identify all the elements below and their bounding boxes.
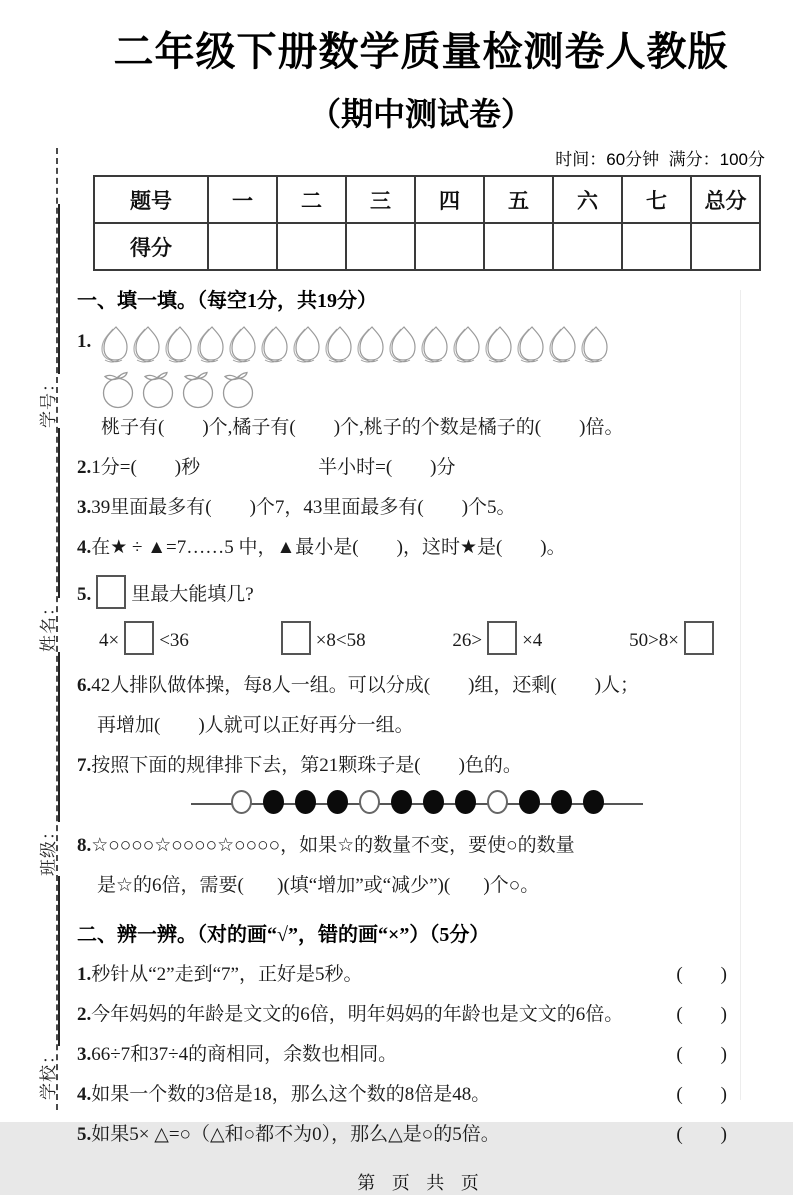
tf-item-5-number: 5.: [77, 1124, 92, 1145]
section1-heading: 一、填一填。（每空1分，共19分）: [77, 290, 377, 312]
question-6-line2: 再增加( )人就可以正好再分一组。: [97, 715, 414, 736]
question-1-body: [99, 323, 623, 440]
peach-icon: [163, 323, 195, 365]
white-bead: [359, 790, 380, 814]
peach-icon: [451, 323, 483, 365]
peach-icon: [131, 323, 163, 365]
score-cell: [484, 223, 553, 270]
tf-item-4-statement: 如果一个数的3倍是18，那么这个数的8倍是48。: [91, 1084, 491, 1105]
expression-1-post: <36: [159, 630, 189, 651]
sidebar-field-student-id: [34, 204, 60, 428]
tf-item-3: [77, 1042, 727, 1067]
class-blank-line: [44, 652, 60, 822]
name-blank-line: [44, 428, 60, 598]
peach-icon: [579, 323, 611, 365]
question-7-text: 按照下面的规律排下去，第21颗珠子是( )色的。: [91, 755, 522, 776]
peach-icon: [323, 323, 355, 365]
tf-item-2-number: 2.: [77, 1004, 92, 1025]
question-6: [77, 673, 767, 698]
peach-icon: [547, 323, 579, 365]
student-id-blank-line: [44, 204, 60, 374]
tf-item-3-text: [77, 1042, 397, 1067]
score-cell: [691, 223, 760, 270]
bead-pattern: [221, 790, 613, 818]
header-cell-5: 五: [484, 176, 553, 223]
main-content: [75, 0, 767, 1195]
tf-item-4-answer-blank: ( ): [676, 1084, 727, 1105]
score-cell: [415, 223, 484, 270]
page-subtitle: （期中测试卷）: [308, 96, 533, 132]
black-bead: [455, 790, 476, 814]
student-info-sidebar: [16, 150, 60, 1100]
header-cell-7: 七: [622, 176, 691, 223]
peach-icon: [99, 323, 131, 365]
question-1-answer-line: 桃子有( )个,橘子有( )个,桃子的个数是橘子的( )倍。: [101, 417, 624, 438]
fill-in-box: [684, 621, 714, 655]
black-bead: [583, 790, 604, 814]
tf-item-3-statement: 66÷7和37÷4的商相同，余数也相同。: [91, 1044, 398, 1065]
expression-3-pre: 26>: [452, 630, 483, 651]
tf-item-1-answer-blank: ( ): [676, 964, 727, 985]
page-footer: 第 页 共 页: [357, 1173, 485, 1193]
score-row-label: 得分: [94, 223, 208, 270]
question-6-number: 6.: [77, 675, 92, 696]
orange-row: [99, 367, 623, 411]
section2-heading: 二、辨一辨。（对的画“√”，错的画“×”）（5分）: [77, 924, 490, 946]
score-cell: [622, 223, 691, 270]
question-8-line1: ☆○○○○☆○○○○☆○○○○，如果☆的数量不变，要使○的数量: [91, 835, 575, 856]
question-5-number: 5.: [77, 584, 92, 605]
tf-item-3-number: 3.: [77, 1044, 92, 1065]
peach-icon: [483, 323, 515, 365]
tf-item-4-text: [77, 1082, 490, 1107]
sidebar-field-class: [34, 652, 60, 876]
tf-item-1-text: [77, 962, 362, 987]
question-4-number: 4.: [77, 537, 92, 558]
peach-icon: [387, 323, 419, 365]
expression-4-pre: 50>8×: [629, 630, 679, 651]
school-label: 学校：: [39, 1046, 58, 1100]
orange-icon: [179, 367, 219, 411]
question-1: [77, 323, 767, 440]
orange-icon: [219, 367, 259, 411]
header-cell-3: 三: [346, 176, 415, 223]
tf-item-4: [77, 1082, 727, 1107]
header-cell-1: 一: [208, 176, 277, 223]
expression-2-post: ×8<58: [315, 630, 366, 651]
question-2-part1-text: 1分=( )秒: [91, 457, 201, 478]
score-table: [93, 175, 761, 271]
peach-icon: [227, 323, 259, 365]
question-8: [77, 833, 767, 858]
question-4-text: 在★ ÷ ▲=7……5 中，▲最小是( )，这时★是( )。: [91, 537, 566, 558]
bead-row: [221, 790, 613, 814]
orange-icon: [99, 367, 139, 411]
question-3-number: 3.: [77, 497, 92, 518]
black-bead: [295, 790, 316, 814]
peach-icon: [291, 323, 323, 365]
question-3-text: 39里面最多有( )个7，43里面最多有( )个5。: [91, 497, 516, 518]
expression-3-post: ×4: [522, 630, 543, 651]
fill-in-box: [281, 621, 311, 655]
peach-icon: [259, 323, 291, 365]
peach-icon: [419, 323, 451, 365]
white-bead: [487, 790, 508, 814]
question-5-prompt: 里最大能填几?: [131, 584, 254, 605]
sidebar-field-name: [34, 428, 60, 652]
page-title: 二年级下册数学质量检测卷人教版: [113, 30, 729, 74]
black-bead: [263, 790, 284, 814]
peach-icon: [195, 323, 227, 365]
expression-4: [629, 621, 719, 658]
tf-item-4-number: 4.: [77, 1084, 92, 1105]
question-6-line1: 42人排队做体操，每8人一组。可以分成( )组，还剩( )人；: [91, 675, 640, 696]
black-bead: [551, 790, 572, 814]
fill-in-box: [96, 575, 126, 609]
black-bead: [327, 790, 348, 814]
score-cell: [208, 223, 277, 270]
expression-3: [452, 621, 542, 658]
tf-item-2-statement: 今年妈妈的年龄是文文的6倍，明年妈妈的年龄也是文文的6倍。: [91, 1004, 624, 1025]
expression-1: [99, 621, 189, 658]
sidebar-field-school: [34, 876, 60, 1100]
tf-item-1-number: 1.: [77, 964, 92, 985]
tf-item-5: [77, 1122, 727, 1147]
tf-item-1: [77, 962, 727, 987]
question-4: [77, 535, 767, 560]
question-7: [77, 753, 767, 778]
black-bead: [391, 790, 412, 814]
question-7-number: 7.: [77, 755, 92, 776]
question-5-expressions: [99, 621, 719, 658]
score-cell: [346, 223, 415, 270]
tf-item-2-answer-blank: ( ): [676, 1004, 727, 1025]
question-2-part1: [77, 455, 200, 480]
tf-item-1-statement: 秒针从“2”走到“7”，正好是5秒。: [91, 964, 363, 985]
question-2-part2: 半小时=( )分: [318, 457, 456, 478]
tf-item-2: [77, 1002, 727, 1027]
time-score-info: 时间：60分钟 满分：100分: [555, 150, 765, 169]
question-3: [77, 495, 767, 520]
white-bead: [231, 790, 252, 814]
header-cell-question-no: 题号: [94, 176, 208, 223]
header-cell-total: 总分: [691, 176, 760, 223]
header-cell-4: 四: [415, 176, 484, 223]
tf-item-5-statement: 如果5× △=○（△和○都不为0），那么△是○的5倍。: [91, 1124, 500, 1145]
student-id-label: 学号：: [39, 374, 58, 428]
question-2: [77, 455, 767, 480]
question-8-line2: 是☆的6倍，需要( )(填“增加”或“减少”)( )个○。: [97, 875, 540, 896]
expression-2: [276, 621, 366, 658]
tf-item-3-answer-blank: ( ): [676, 1044, 727, 1065]
question-5: [77, 575, 767, 609]
score-table-header-row: [94, 176, 760, 223]
header-cell-6: 六: [553, 176, 622, 223]
fill-in-box: [124, 621, 154, 655]
question-8-number: 8.: [77, 835, 92, 856]
score-table-score-row: [94, 223, 760, 270]
school-blank-line: [44, 876, 60, 1046]
orange-icon: [139, 367, 179, 411]
score-cell: [277, 223, 346, 270]
peach-row: [99, 323, 623, 365]
header-cell-2: 二: [277, 176, 346, 223]
name-label: 姓名：: [39, 598, 58, 652]
expression-1-pre: 4×: [99, 630, 120, 651]
fill-in-box: [487, 621, 517, 655]
class-label: 班级：: [39, 822, 58, 876]
tf-item-2-text: [77, 1002, 623, 1027]
question-2-number: 2.: [77, 457, 92, 478]
score-cell: [553, 223, 622, 270]
peach-icon: [355, 323, 387, 365]
black-bead: [423, 790, 444, 814]
tf-item-5-text: [77, 1122, 500, 1147]
tf-item-5-answer-blank: ( ): [676, 1124, 727, 1145]
peach-icon: [515, 323, 547, 365]
question-1-number: 1.: [77, 331, 92, 352]
black-bead: [519, 790, 540, 814]
